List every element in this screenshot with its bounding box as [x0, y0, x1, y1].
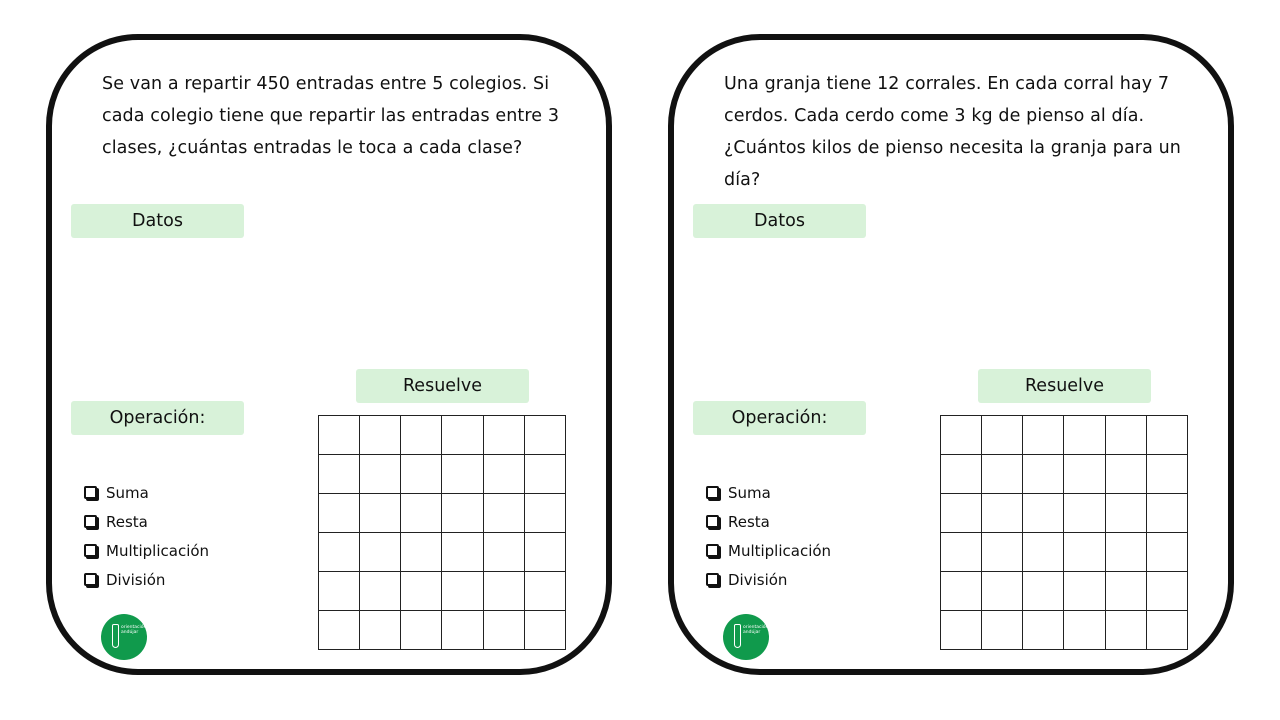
operacion-label: Operación: [693, 401, 866, 435]
resuelve-label: Resuelve [356, 369, 529, 403]
checkbox-icon[interactable] [706, 486, 719, 499]
option-division[interactable] [706, 565, 831, 594]
datos-label: Datos [693, 204, 866, 238]
option-label: Resta [106, 512, 148, 531]
answer-grid[interactable] [318, 415, 566, 650]
option-label: Suma [728, 483, 771, 502]
checkbox-icon[interactable] [706, 573, 719, 586]
logo-icon [723, 614, 769, 660]
operation-options [84, 478, 209, 594]
operacion-label: Operación: [71, 401, 244, 435]
option-suma[interactable] [706, 478, 831, 507]
option-label: Suma [106, 483, 149, 502]
problem-card-1 [46, 34, 612, 675]
option-suma[interactable] [84, 478, 209, 507]
option-division[interactable] [84, 565, 209, 594]
option-label: Multiplicación [106, 541, 210, 560]
option-label: Multiplicación [728, 541, 832, 560]
option-multiplicacion[interactable] [84, 536, 209, 565]
checkbox-icon[interactable] [84, 515, 97, 528]
option-label: División [106, 570, 166, 589]
problem-text: Una granja tiene 12 corrales. En cada corral hay 7 cerdos. Cada cerdo come 3 kg de pienso al día. ¿Cuántos kilos de pienso necesita la granja para un día? [724, 74, 1181, 190]
logo-text: orientación andújar [121, 625, 147, 635]
checkbox-icon[interactable] [84, 486, 97, 499]
checkbox-icon[interactable] [706, 544, 719, 557]
logo-text: orientación andújar [743, 625, 769, 635]
operation-options [706, 478, 831, 594]
resuelve-label: Resuelve [978, 369, 1151, 403]
option-resta[interactable] [706, 507, 831, 536]
pencil-icon [734, 624, 741, 648]
logo-icon [101, 614, 147, 660]
datos-label: Datos [71, 204, 244, 238]
option-label: Resta [728, 512, 770, 531]
problem-text: Se van a repartir 450 entradas entre 5 colegios. Si cada colegio tiene que repartir las entradas entre 3 clases, ¿cuántas entradas le toca a cada clase? [102, 74, 560, 158]
checkbox-icon[interactable] [84, 544, 97, 557]
answer-grid[interactable] [940, 415, 1188, 650]
problem-card-2 [668, 34, 1234, 675]
option-label: División [728, 570, 788, 589]
option-multiplicacion[interactable] [706, 536, 831, 565]
option-resta[interactable] [84, 507, 209, 536]
checkbox-icon[interactable] [84, 573, 97, 586]
pencil-icon [112, 624, 119, 648]
checkbox-icon[interactable] [706, 515, 719, 528]
